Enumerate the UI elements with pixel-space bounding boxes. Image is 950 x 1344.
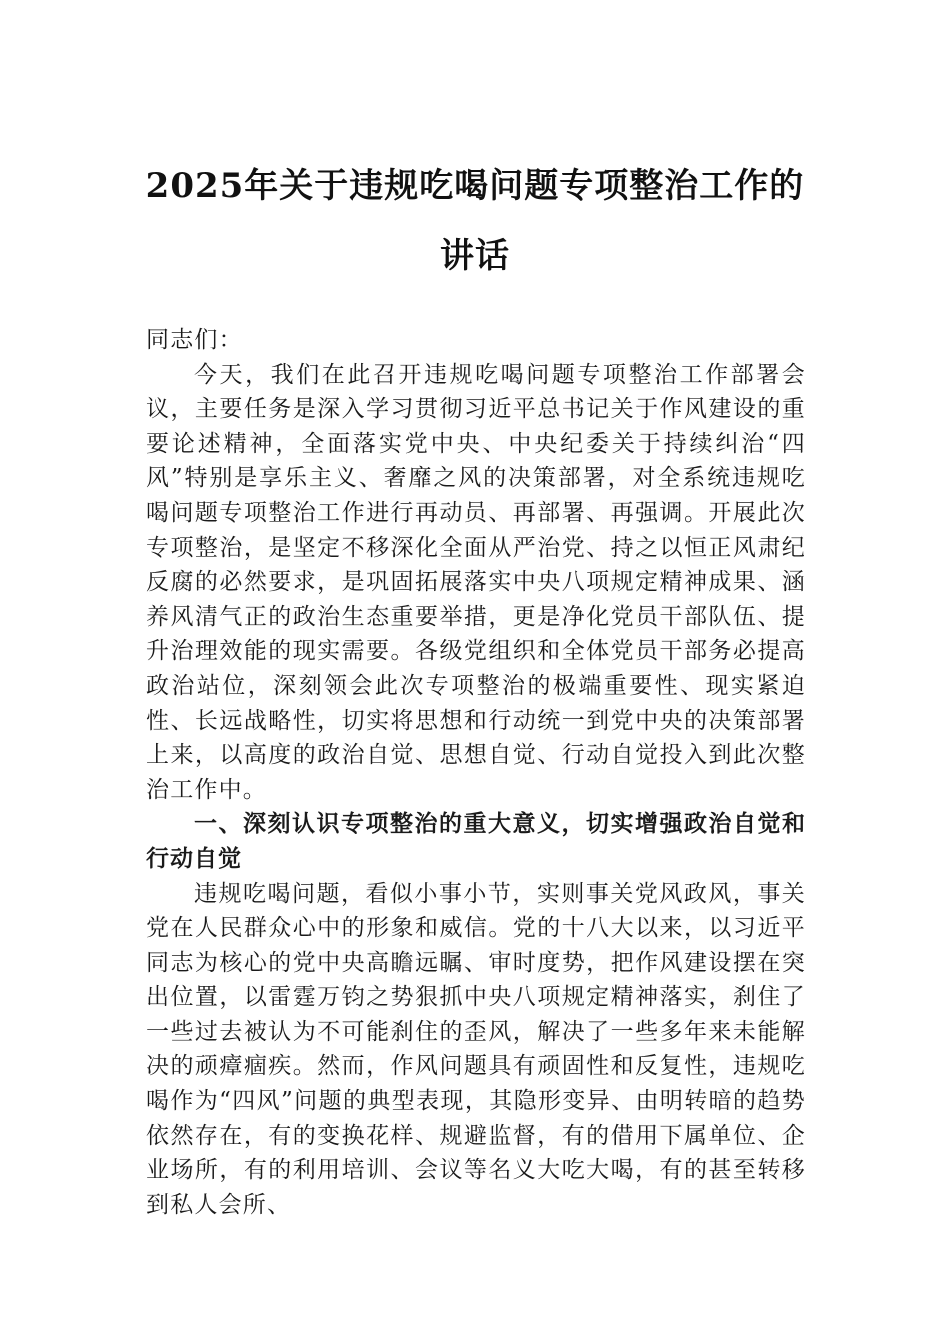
document-title-line-1: 2025年关于违规吃喝问题专项整治工作的 xyxy=(145,166,805,206)
document-body xyxy=(146,323,806,1222)
opening-paragraph: 今天，我们在此召开违规吃喝问题专项整治工作部署会议，主要任务是深入学习贯彻习近平总书记关于作风建设的重要论述精神，全面落实党中央、中央纪委关于持续纠治“四风”特别是享乐主义、奢靡之风的决策部署，对全系统违规吃喝问题专项整治工作进行再动员、再部署、再强调。开展此次专项整治，是坚定不移深化全面从严治党、持之以恒正风肃纪反腐的必然要求，是巩固拓展落实中央八项规定精神成果、涵养风清气正的政治生态重要举措，更是净化党员干部队伍、提升治理效能的现实需要。各级党组织和全体党员干部务必提高政治站位，深刻领会此次专项整治的极端重要性、现实紧迫性、长远战略性，切实将思想和行动统一到党中央的决策部署上来，以高度的政治自觉、思想自觉、行动自觉投入到此次整治工作中。 xyxy=(146,361,806,803)
section-heading: 一、深刻认识专项整治的重大意义，切实增强政治自觉和行动自觉 xyxy=(146,810,806,872)
salutation: 同志们： xyxy=(146,327,243,353)
section-paragraph: 违规吃喝问题，看似小事小节，实则事关党风政风，事关党在人民群众心中的形象和威信。党的十八大以来，以习近平同志为核心的党中央高瞻远瞩、审时度势，把作风建设摆在突出位置，以雷霆万钧之势狠抓中央八项规定精神落实，刹住了一些过去被认为不可能刹住的歪风，解决了一些多年来未能解决的顽瘴痼疾。然而，作风问题具有顽固性和反复性，违规吃喝作为“四风”问题的典型表现，其隐形变异、由明转暗的趋势依然存在，有的变换花样、规避监督，有的借用下属单位、企业场所，有的利用培训、会议等名义大吃大喝，有的甚至转移到私人会所、 xyxy=(146,880,806,1218)
document-title-line-2: 讲话 xyxy=(440,236,510,276)
